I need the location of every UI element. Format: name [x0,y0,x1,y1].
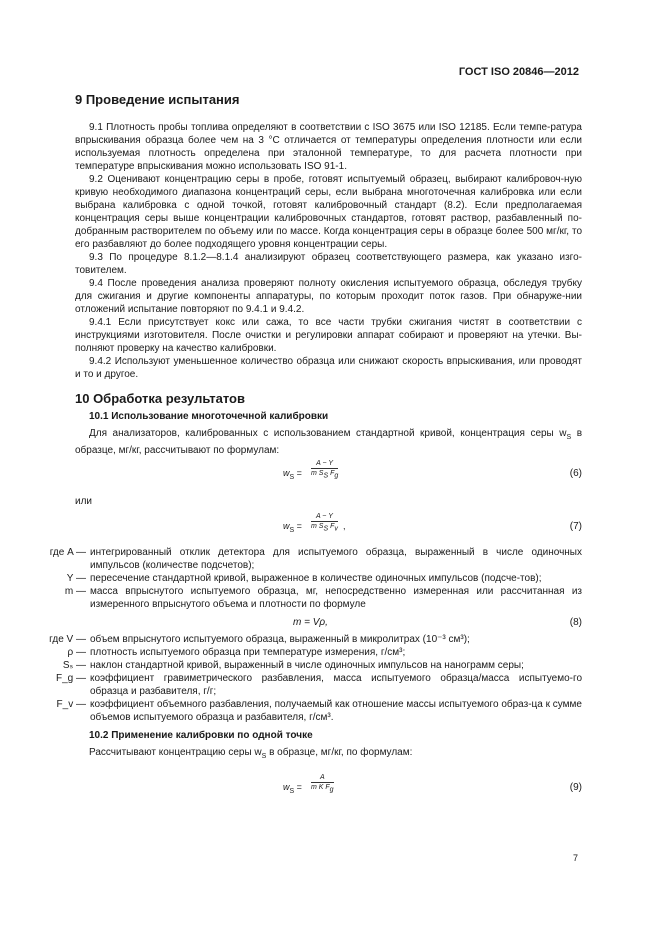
formula-7-tail: , [343,521,346,531]
formula-9 [75,771,582,805]
formula-8-expr: m = Vρ, [293,617,328,628]
where-text: наклон стандартной кривой, выраженный в числе одиночных импульсов на нанограмм серы; [90,660,524,671]
paragraph-9-2: 9.2 Оценивают концентрацию серы в пробе, готовят испытуемый образец, выбирают калибровоч-ную кривую необходимого диапазона концентраций серы, если выбрана многоточечная калибровка или если выбрана калибровка с одной точкой, готовят калибровочный стандарт (8.2). Если предполагаемая концентрация серы выше концентрации калибровочных стандартов, готовят раствор, разбавленный по-добранным растворителем по объему или по массе. Когда концентрация серы в образце более 500 мг/кг, то его разбавляют до более подходящего уровня концентрации серы. [75,174,582,250]
where-symbol: m — [64,586,86,597]
section-9-title: 9 Проведение испытания [75,92,240,107]
where-symbol: где A — [49,547,86,558]
formula-6-lhs: $w_S$ = [283,468,302,481]
where-text: интегрированный отклик детектора для испытуемого образца, выраженный в числе одиночных импульсов (количестве подсчетов); [90,547,582,571]
where-item [48,659,582,672]
where-symbol: F_g — [55,673,86,684]
formula-9-denominator: m K $F_g$ [311,784,334,794]
formula-7-fraction [311,512,338,533]
intro-10-1-text: Для анализаторов, калиброванных с использованием стандартной кривой, концентрация серы w [89,428,567,439]
formula-7 [75,510,582,544]
where-text: плотность испытуемого образца при температуре измерения, г/см³; [90,647,406,658]
intro-10-2-text: Рассчитывают концентрацию серы w [89,747,262,758]
paragraph-9-4-2: 9.4.2 Используют уменьшенное количество образца или снижают скорость впрыскивания, или проводят и то и другое. [75,356,582,380]
formula-9-label: (9) [569,782,582,793]
where-symbol: ρ — [67,647,86,658]
intro-10-2 [75,746,582,763]
where-text: масса впрыснутого испытуемого образца, мг, непосредственно измеренная или рассчитанная из измеренного впрыснутого объема и плотности по формуле [90,586,582,610]
or-text: или [75,496,93,507]
paragraph-9-1: 9.1 Плотность пробы топлива определяют в соответствии с ISO 3675 или ISO 12185. Если темпе-ратура впрыскивания образца более чем на 3 °С отличается от температуры определения плотности или если используемая плотность определена при эталонной температуре, то для расчета плотности при температуре впрыскивания можно использовать ISO 91-1. [75,122,582,172]
subsection-10-1-title: 10.1 Использование многоточечной калибровки [89,411,329,422]
intro-10-1 [75,427,582,457]
formula-6-fraction [311,459,338,480]
where-item [48,646,582,659]
formula-6-denominator: m $S_S$ $F_g$ [311,470,339,480]
formula-8 [75,611,582,633]
where-item [48,585,582,611]
where-item [48,672,582,698]
formula-6-numerator: A − Y [311,459,338,469]
formula-7-label: (7) [569,521,582,532]
formula-6 [75,457,582,491]
formula-9-fraction [311,773,334,794]
intro-10-1-sub: S [566,434,572,441]
formula-9-numerator: A [311,773,334,783]
where-text: коэффициент гравиметрического разбавления, масса испытуемого образца/масса испытуемо-го образца и разбавителя, г/г; [90,673,582,697]
formula-7-denominator: m $S_S$ $F_v$ [311,523,338,533]
where-item [48,633,582,646]
where-item [48,698,582,724]
where-item [48,546,582,572]
formula-8-label: (8) [569,617,582,628]
where-item [48,572,582,585]
formula-6-label: (6) [569,468,582,479]
where-text: объем впрыснутого испытуемого образца, выраженный в микролитрах (10⁻³ см³); [90,634,470,645]
where-symbol: Y — [66,573,86,584]
paragraph-9-4: 9.4 После проведения анализа проверяют полноту окисления испытуемого образца, обследуя трубку для сжигания и другие компоненты аппаратуры, по которым проходит поток газов. При обнаруже-нии отложений испытание повторяют по 9.4.1 и 9.4.2. [75,278,582,315]
where-list-2 [49,633,582,724]
formula-9-lhs: $w_S$ = [283,782,302,795]
where-symbol: Sₛ — [62,660,86,671]
page-number: 7 [572,853,578,863]
paragraph-9-3: 9.3 По процедуре 8.1.2—8.1.4 анализируют образец соответствующего размера, как указано изго-товителем. [75,252,582,276]
where-symbol: где V — [49,634,86,645]
document-body [49,92,583,805]
section-10-title: 10 Обработка результатов [75,391,245,406]
where-text: коэффициент объемного разбавления, получаемый как отношение массы испытуемого образ-ца к сумме объемов испытуемого образца и разбавителя, г/см³. [90,699,582,723]
where-text: пересечение стандартной кривой, выраженное в количестве одиночных импульсов (подсче-тов); [90,573,542,584]
formula-7-lhs: $w_S$ = [283,521,302,534]
document-code: ГОСТ ISO 20846—2012 [458,66,579,78]
subsection-10-2-title: 10.2 Применение калибровки по одной точке [89,730,313,741]
paragraph-9-4-1: 9.4.1 Если присутствует кокс или сажа, то все части трубки сжигания чистят в соответствии с инструкциями изготовителя. После очистки и регулировки аппарат собирают и проверяют на утечки. Вы-полняют проверку на качество калибровки. [75,317,582,354]
intro-10-2-sub: S [261,753,267,760]
where-symbol: F_v — [56,699,86,710]
formula-7-numerator: A − Y [311,512,338,522]
where-list-1 [49,546,582,611]
intro-10-1-end: в образце, мг/кг, рассчитывают по формулам: [75,428,583,456]
intro-10-2-end: в образце, мг/кг, по формулам: [266,747,413,758]
